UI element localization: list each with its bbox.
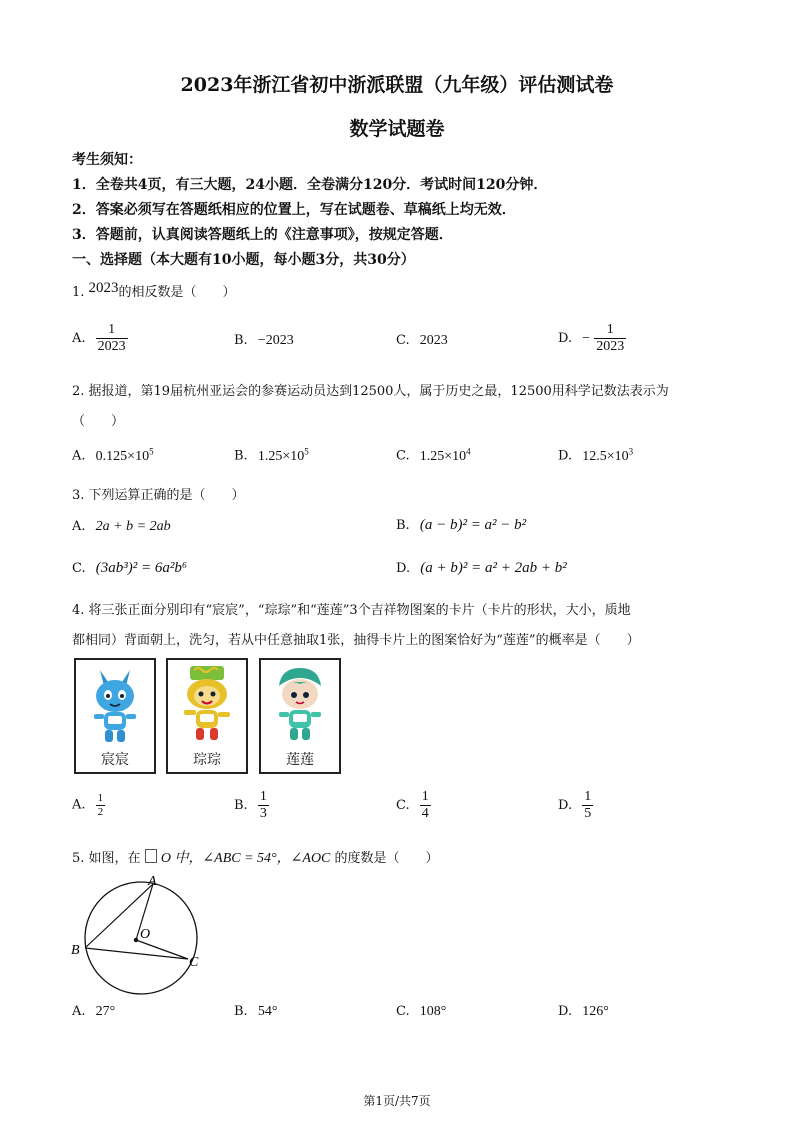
q2-d-base: 12.5×10 [582,448,629,464]
q2-option-c-label: C. [396,448,410,464]
q4-option-c[interactable] [396,789,431,822]
q5-option-d-value: 126° [582,1004,609,1019]
mascot-card-lianlian [259,658,341,774]
q5-text-pre: 5. 如图，在 [72,851,141,866]
q2-option-d[interactable] [558,446,633,465]
q5-option-d-label: D. [558,1004,573,1019]
q1-option-d-fraction [594,322,626,355]
q5-option-c[interactable] [396,1004,446,1020]
point-label-o: O [140,927,151,942]
q1-option-c-value: 2023 [419,333,448,348]
q4-option-b-label: B. [234,798,248,814]
q3-option-b-label: B. [396,518,410,533]
q2-b-exponent: 5 [304,446,309,456]
q2-option-b-label: B. [234,448,248,464]
q2-option-c[interactable] [396,446,471,465]
q4-b-denominator: 3 [259,806,267,822]
q1-option-a-fraction [96,322,128,355]
q2-option-a-label: A. [72,448,86,464]
mascot-card-chenchen [74,658,156,774]
q1-option-c-label: C. [396,333,410,348]
q4-d-numerator: 1 [584,789,592,804]
notice-item-3: 3．答题前，认真阅读答题纸上的《注意事项》，按规定答题． [72,227,453,243]
q1-d-numerator: 1 [606,322,614,337]
q5-option-b[interactable] [234,1004,277,1020]
mascot-card-chenchen-label: 宸宸 [101,752,129,768]
q1-option-a-label: A. [72,331,86,347]
q1-option-b-value: −2023 [257,333,294,348]
question-1 [72,281,236,301]
q4-a-denominator: 2 [97,805,104,818]
q3-option-c-expression: (3ab³)² = 6a²b⁶ [95,560,188,576]
center-point [134,938,138,942]
point-label-a: A [148,874,157,889]
q1-number: 1. [72,285,85,300]
mascot-card-congcong [166,658,248,774]
mascot-chenchen-icon [76,660,154,750]
circle-figure [68,872,218,996]
q4-option-d-label: D. [558,798,573,814]
question-4-line-1: 4. 将三张正面分别印有“宸宸”，“琮琮”和“莲莲”3个吉祥物图案的卡片（卡片的形状，大小，质地 [72,603,631,618]
question-5 [72,847,439,867]
point-label-c: C [189,955,199,970]
q4-a-numerator: 1 [97,792,104,804]
q5-option-a-label: A. [72,1004,86,1019]
q3-option-b[interactable] [396,517,526,534]
q4-option-c-fraction [420,789,431,822]
mascot-card-lianlian-label: 莲莲 [286,752,314,768]
q1-option-a[interactable] [72,322,128,355]
q4-option-b[interactable] [234,789,269,822]
page-footer: 第1页/共7页 [363,1094,431,1108]
mascot-lianlian-icon [261,660,339,750]
q1-option-b[interactable] [234,333,294,349]
q5-text-math: O 中，∠ABC = 54°，∠AOC [160,851,331,866]
q3-option-d[interactable] [396,560,567,577]
circle-symbol-placeholder-icon [145,849,157,863]
q5-option-d[interactable] [558,1004,609,1020]
q3-option-b-expression: (a − b)² = a² − b² [419,517,527,533]
mascot-congcong-icon [168,660,246,750]
notice-heading: 考生须知： [72,152,142,168]
q3-option-d-label: D. [396,561,411,576]
q1-text: 的相反数是（ ） [118,285,236,300]
q4-d-denominator: 5 [584,806,592,822]
q4-option-a-fraction [96,792,106,818]
q2-b-base: 1.25×10 [257,448,305,464]
question-3: 3. 下列运算正确的是（ ） [72,488,245,503]
q4-b-numerator: 1 [259,789,267,804]
q3-option-a[interactable] [72,519,171,535]
q4-option-d-fraction [582,789,593,822]
q4-c-denominator: 4 [421,806,429,822]
notice-item-1: 1．全卷共4页，有三大题，24小题．全卷满分120分．考试时间120分钟． [72,177,548,193]
exam-subtitle: 数学试题卷 [349,118,445,140]
q3-option-d-expression: (a + b)² = a² + 2ab + b² [420,560,567,576]
q2-option-b[interactable] [234,446,309,465]
question-2-line-1: 2. 据报道，第19届杭州亚运会的参赛运动员达到12500人，属于历史之最，12500用科学记数法表示为 [72,384,669,399]
q2-c-base: 1.25×10 [419,448,467,464]
q1-option-d[interactable] [558,322,626,355]
mascot-card-congcong-label: 琮琮 [193,752,221,768]
exam-title: 2023年浙江省初中浙派联盟（九年级）评估测试卷 [180,74,614,96]
q2-a-exponent: 5 [149,446,154,456]
q2-option-d-label: D. [558,448,573,464]
q3-option-a-label: A. [72,519,86,534]
q4-option-b-fraction [258,789,269,822]
q5-option-a[interactable] [72,1004,115,1020]
q2-option-a[interactable] [72,446,154,465]
q1-option-b-label: B. [234,333,248,348]
q4-option-a[interactable] [72,792,105,818]
q1-option-d-label: D. [558,331,573,347]
q1-option-d-sign: − [582,331,591,347]
q2-d-exponent: 3 [628,446,634,456]
q5-option-b-value: 54° [257,1004,278,1019]
q1-a-numerator: 1 [108,322,116,337]
q4-option-c-label: C. [396,798,410,814]
q1-option-c[interactable] [396,333,448,349]
q2-c-exponent: 4 [466,446,471,456]
question-4-line-2: 都相同）背面朝上，洗匀，若从中任意抽取1张，抽得卡片上的图案恰好为“莲莲”的概率是（ ） [72,633,640,648]
q1-lead-number: 2023 [88,280,119,296]
notice-item-2: 2．答案必须写在答题纸相应的位置上，写在试题卷、草稿纸上均无效． [72,202,516,218]
q4-option-d[interactable] [558,789,593,822]
q5-text-post: 的度数是（ ） [334,851,439,866]
q5-option-c-value: 108° [419,1004,447,1019]
q4-c-numerator: 1 [421,789,429,804]
q1-d-denominator: 2023 [596,339,625,355]
question-2-line-2: （ ） [72,414,125,429]
q2-a-base: 0.125×10 [95,448,150,464]
q3-option-c-label: C. [72,561,86,576]
section-heading: 一、选择题（本大题有10小题，每小题3分，共30分） [72,252,415,268]
q1-a-denominator: 2023 [97,339,126,355]
q5-option-a-value: 27° [95,1004,116,1019]
q5-option-c-label: C. [396,1004,410,1019]
q5-option-b-label: B. [234,1004,248,1019]
point-label-b: B [71,943,80,958]
q4-option-a-label: A. [72,797,86,813]
q3-option-c[interactable] [72,560,187,577]
q3-option-a-expression: 2a + b = 2ab [95,519,171,534]
